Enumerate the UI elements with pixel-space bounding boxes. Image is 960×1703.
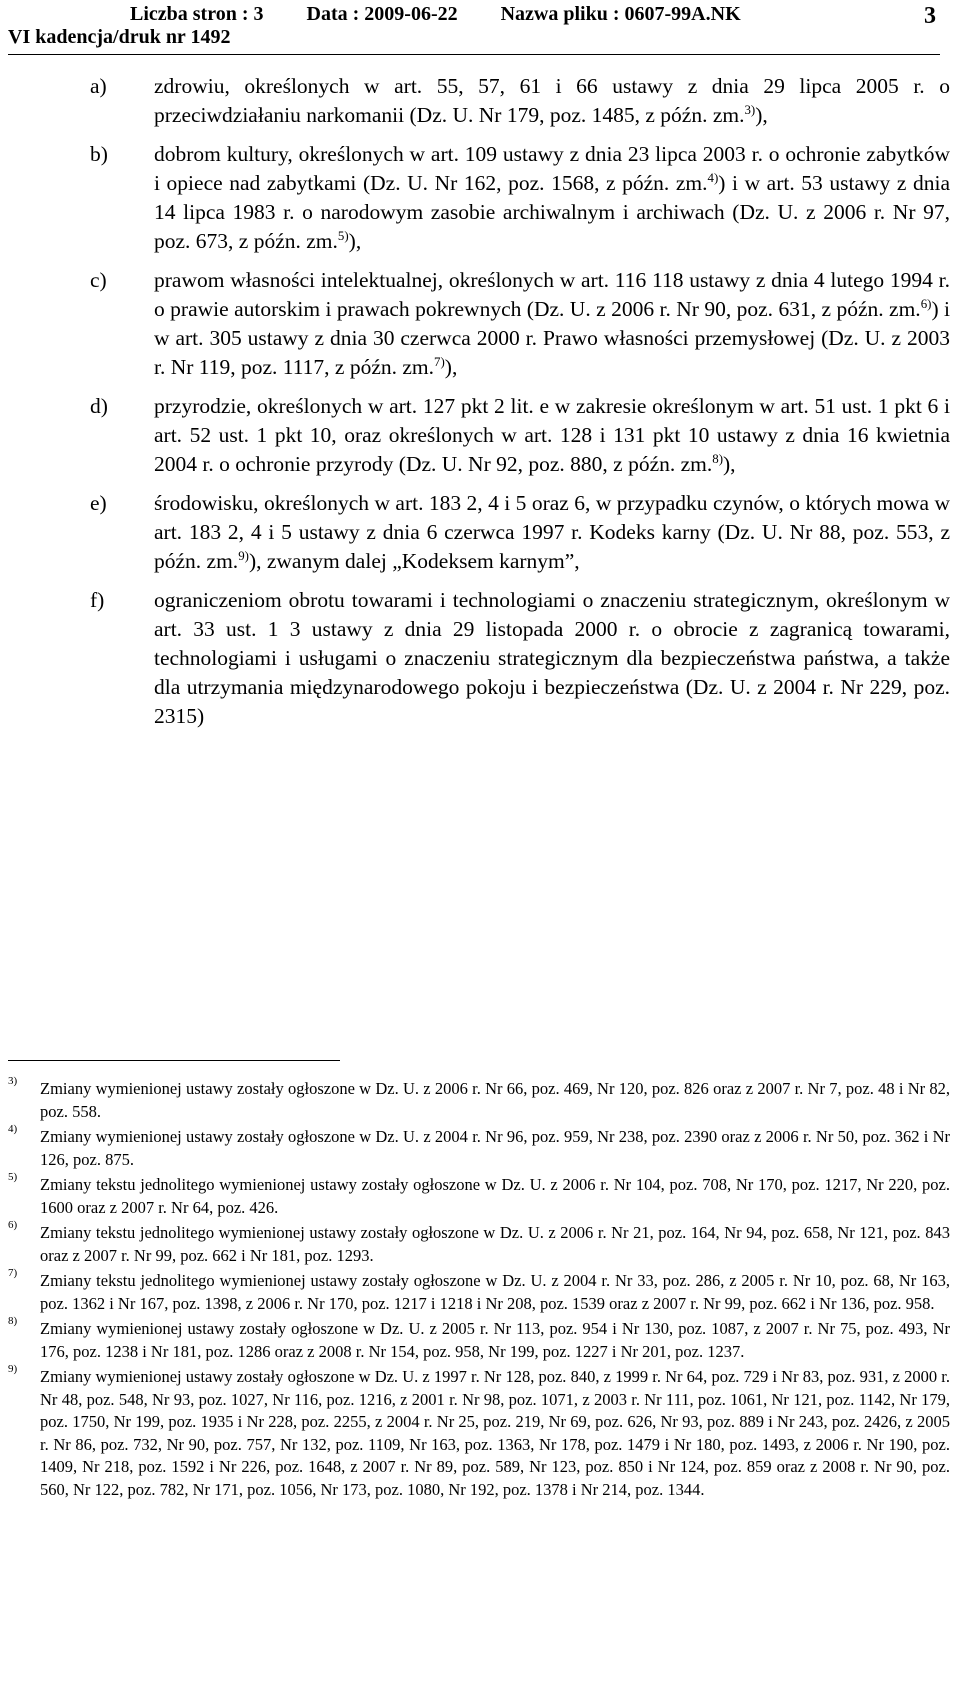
item-label: a) — [90, 74, 107, 98]
footnote-mark: 4) — [8, 1123, 18, 1135]
footnote-text: Zmiany wymienionej ustawy zostały ogłoszone w Dz. U. z 2005 r. Nr 113, poz. 954 i Nr 130, poz. 1087, z 2007 r. Nr 75, poz. 493, Nr 176, poz. 1238 i Nr 181, poz. 1286 oraz z 2008 r. Nr 154, poz. 958, Nr 199, poz. 1227 i Nr 201, poz. 1237. — [40, 1319, 950, 1361]
footnote-text: Zmiany wymienionej ustawy zostały ogłoszone w Dz. U. z 2004 r. Nr 96, poz. 959, Nr 238, poz. 2390 oraz z 2006 r. Nr 50, poz. 362 i Nr 126, poz. 875. — [40, 1127, 950, 1169]
footnote-ref: 5) — [337, 228, 349, 243]
footnote-7 — [8, 1267, 950, 1315]
item-text: środowisku, określonych w art. 183 2, 4 i 5 oraz 6, w przypadku czynów, o których mowa w art. 183 2, 4 i 5 ustawy z dnia 6 czerwca 1997 r. Kodeks karny (Dz. U. Nr 88, poz. 553, z późn. zm.$^{9)}$), zwanym dalej „Kodeksem karnym”, — [154, 491, 950, 573]
item-text: prawom własności intelektualnej, określonych w art. 116 118 ustawy z dnia 4 lutego 1994 r. o prawie autorskim i prawach pokrewnych (Dz. U. z 2006 r. Nr 90, poz. 631, z późn. zm.$^{6)}$) i w art. 305 ustawy z dnia 30 czerwca 2000 r. Prawo własności przemysłowej (Dz. U. z 2003 r. Nr 119, poz. 1117, z późn. zm.$^{7)}$), — [154, 268, 950, 379]
footnote-ref: 9) — [238, 548, 249, 563]
footnote-ref: 4) — [707, 170, 719, 185]
header-line-1 — [130, 3, 779, 26]
page-header — [8, 0, 940, 55]
footnote-text: Zmiany wymienionej ustawy zostały ogłoszone w Dz. U. z 2006 r. Nr 66, poz. 469, Nr 120, poz. 826 oraz z 2007 r. Nr 7, poz. 48 i Nr 82, poz. 558. — [40, 1079, 950, 1121]
item-label: b) — [90, 142, 108, 166]
list-item-a — [90, 72, 950, 130]
list-item-e — [90, 489, 950, 576]
footnote-mark: 8) — [8, 1315, 18, 1327]
item-text: ograniczeniom obrotu towarami i technologiami o znaczeniu strategicznym, określonym w art. 33 ust. 1 3 ustawy z dnia 29 listopada 2000 r. o obrocie z zagranicą towarami, technologiami i usługami o znaczeniu strategicznym dla bezpieczeństwa państwa, a także dla utrzymania międzynarodowego pokoju i bezpieczeństwa (Dz. U. z 2004 r. Nr 229, poz. 2315) — [154, 588, 950, 728]
list-item-b — [90, 140, 950, 256]
footnote-ref: 7) — [434, 354, 445, 369]
footnote-3 — [8, 1075, 950, 1123]
footnote-mark: 5) — [8, 1171, 18, 1183]
item-label: e) — [90, 491, 107, 515]
item-label: f) — [90, 588, 105, 612]
footnote-text: Zmiany wymienionej ustawy zostały ogłoszone w Dz. U. z 1997 r. Nr 128, poz. 840, z 1999 r. Nr 64, poz. 729 i Nr 83, poz. 931, z 2000 r. Nr 48, poz. 548, Nr 93, poz. 1027, Nr 116, poz. 1216, z 2001 r. Nr 98, poz. 1071, z 2003 r. Nr 111, poz. 1061, Nr 121, poz. 1142, Nr 179, poz. 1750, Nr 199, poz. 1935 i Nr 228, poz. 2255, z 2004 r. Nr 25, poz. 219, Nr 69, poz. 626, Nr 93, poz. 889 i Nr 243, poz. 2426, z 2005 r. Nr 86, poz. 732, Nr 90, poz. 757, Nr 132, poz. 1109, Nr 163, poz. 1363, Nr 178, poz. 1479 i Nr 180, poz. 1493, z 2006 r. Nr 190, poz. 1409, Nr 218, poz. 1592 i Nr 226, poz. 1648, z 2007 r. Nr 89, poz. 589, Nr 123, poz. 850 i Nr 124, poz. 859 oraz z 2008 r. Nr 90, poz. 560, Nr 122, poz. 782, Nr 171, poz. 1056, Nr 173, poz. 1080, Nr 192, poz. 1378 i Nr 214, poz. 1344. — [40, 1367, 950, 1499]
footnote-mark: 9) — [8, 1363, 18, 1375]
list-item-f — [90, 586, 950, 731]
header-edition: VI kadencja/druk nr 1492 — [8, 26, 231, 48]
footnote-separator — [8, 1060, 340, 1061]
footnote-ref: 6) — [920, 296, 932, 311]
item-text: zdrowiu, określonych w art. 55, 57, 61 i 66 ustawy z dnia 29 lipca 2005 r. o przeciwdziałaniu narkomanii (Dz. U. Nr 179, poz. 1485, z późn. zm.$^{3)}$), — [154, 74, 950, 127]
header-date: Data : 2009-06-22 — [306, 3, 458, 25]
footnote-4 — [8, 1123, 950, 1171]
list-item-d — [90, 392, 950, 479]
footnote-5 — [8, 1171, 950, 1219]
footnote-8 — [8, 1315, 950, 1363]
header-filename: Nazwa pliku : 0607-99A.NK — [500, 3, 741, 25]
footnotes — [8, 1075, 950, 1504]
footnote-ref: 8) — [712, 451, 724, 466]
header-pages: Liczba stron : 3 — [130, 3, 264, 25]
list-item-c — [90, 266, 950, 382]
footnote-ref: 3) — [744, 102, 756, 117]
footnote-text: Zmiany tekstu jednolitego wymienionej ustawy zostały ogłoszone w Dz. U. z 2006 r. Nr 21, poz. 164, Nr 94, poz. 658, Nr 121, poz. 843 oraz z 2007 r. Nr 99, poz. 662 i Nr 181, poz. 1293. — [40, 1223, 950, 1265]
item-text: przyrodzie, określonych w art. 127 pkt 2 lit. e w zakresie określonym w art. 51 ust. 1 pkt 6 i art. 52 ust. 1 pkt 10, oraz określonych w art. 128 i 131 pkt 10 ustawy z dnia 16 kwietnia 2004 r. o ochronie przyrody (Dz. U. Nr 92, poz. 880, z późn. zm.$^{8)}$), — [154, 394, 950, 476]
item-label: c) — [90, 268, 107, 292]
item-text: dobrom kultury, określonych w art. 109 ustawy z dnia 23 lipca 2003 r. o ochronie zabytków i opiece nad zabytkami (Dz. U. Nr 162, poz. 1568, z późn. zm.$^{4)}$) i w art. 53 ustawy z dnia 14 lipca 1983 r. o narodowym zasobie archiwalnym i archiwach (Dz. U. z 2006 r. Nr 97, poz. 673, z późn. zm.$^{5)}$), — [154, 142, 950, 253]
footnote-mark: 7) — [8, 1267, 18, 1279]
item-label: d) — [90, 394, 108, 418]
footnote-mark: 6) — [8, 1219, 18, 1231]
footnote-text: Zmiany tekstu jednolitego wymienionej ustawy zostały ogłoszone w Dz. U. z 2004 r. Nr 33, poz. 286, z 2005 r. Nr 10, poz. 68, Nr 163, poz. 1362 i Nr 167, poz. 1398, z 2006 r. Nr 170, poz. 1217 i 1218 i Nr 208, poz. 1539 oraz z 2007 r. Nr 99, poz. 662 i Nr 136, poz. 958. — [40, 1271, 950, 1313]
footnote-9 — [8, 1363, 950, 1501]
footnote-6 — [8, 1219, 950, 1267]
footnote-mark: 3) — [8, 1075, 18, 1087]
page-number: 3 — [924, 3, 936, 29]
footnote-text: Zmiany tekstu jednolitego wymienionej ustawy zostały ogłoszone w Dz. U. z 2006 r. Nr 104, poz. 708, Nr 170, poz. 1217, Nr 220, poz. 1600 oraz z 2007 r. Nr 64, poz. 426. — [40, 1175, 950, 1217]
main-text — [90, 72, 950, 741]
